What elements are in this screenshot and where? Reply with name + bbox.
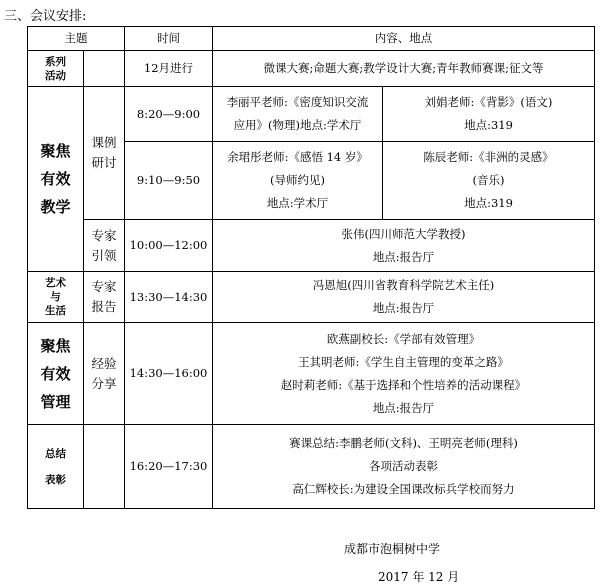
header-topic: 主题: [28, 27, 125, 51]
table-row: [28, 87, 595, 142]
content-slot2-right: 陈辰老师:《非洲的灵感》 (音乐) 地点:319: [383, 142, 595, 220]
content-art: 冯恩旭(四川省教育科学院艺术主任) 地点:报告厅: [213, 272, 595, 323]
topic-focus-teaching: 聚焦 有效 教学: [28, 87, 84, 272]
time-slot2: 9:10—9:50: [125, 142, 213, 220]
topic-focus-management: 聚焦 有效 管理: [28, 323, 84, 425]
footer-date: 2017 年 12 月: [378, 570, 460, 584]
sub-empty: [84, 425, 125, 509]
section-heading: 三、会议安排:: [4, 9, 87, 24]
footer-school: 成都市泡桐树中学: [344, 542, 441, 556]
time-focus2: 14:30—16:00: [125, 323, 213, 425]
time-summary: 16:20—17:30: [125, 425, 213, 509]
topic-series: 系列 活动: [28, 51, 84, 87]
header-content: 内容、地点: [213, 27, 595, 51]
table-row: [28, 323, 595, 425]
header-time: 时间: [125, 27, 213, 51]
table-row: [28, 51, 595, 87]
table-header-row: [28, 27, 595, 51]
content-slot1-right: 刘娟老师:《背影》(语文) 地点:319: [383, 87, 595, 142]
time-art: 13:30—14:30: [125, 272, 213, 323]
sub-experience-sharing: 经验 分享: [84, 323, 125, 425]
sub-expert-report: 专家 报告: [84, 272, 125, 323]
topic-summary: 总结 表彰: [28, 425, 84, 509]
table-row: [28, 272, 595, 323]
content-slot1-left: 李丽平老师:《密度知识交流 应用》(物理)地点:学术厅: [213, 87, 383, 142]
time-expert: 10:00—12:00: [125, 220, 213, 272]
content-slot2-left: 余珺彤老师:《感悟 14 岁》 (导师约见) 地点:学术厅: [213, 142, 383, 220]
content-series: 微课大赛;命题大赛;教学设计大赛;青年教师赛课;征文等: [213, 51, 595, 87]
topic-art-life: 艺术 与 生活: [28, 272, 84, 323]
agenda-table: [27, 26, 595, 509]
content-summary: 赛课总结:李鹏老师(文科)、王明亮老师(理科) 各项活动表彰 高仁辉校长:为建设全国课改标兵学校而努力: [213, 425, 595, 509]
sub-empty: [84, 51, 125, 87]
content-focus2: 欧燕副校长:《学部有效管理》 王其明老师:《学生自主管理的变革之路》 赵时莉老师:《基于选择和个性培养的活动课程》 地点:报告厅: [213, 323, 595, 425]
table-row: [28, 220, 595, 272]
table-row: [28, 425, 595, 509]
time-series: 12月进行: [125, 51, 213, 87]
sub-expert-guide: 专家 引领: [84, 220, 125, 272]
time-slot1: 8:20—9:00: [125, 87, 213, 142]
content-expert: 张伟(四川师范大学教授) 地点:报告厅: [213, 220, 595, 272]
sub-lesson-study: 课例 研讨: [84, 87, 125, 220]
